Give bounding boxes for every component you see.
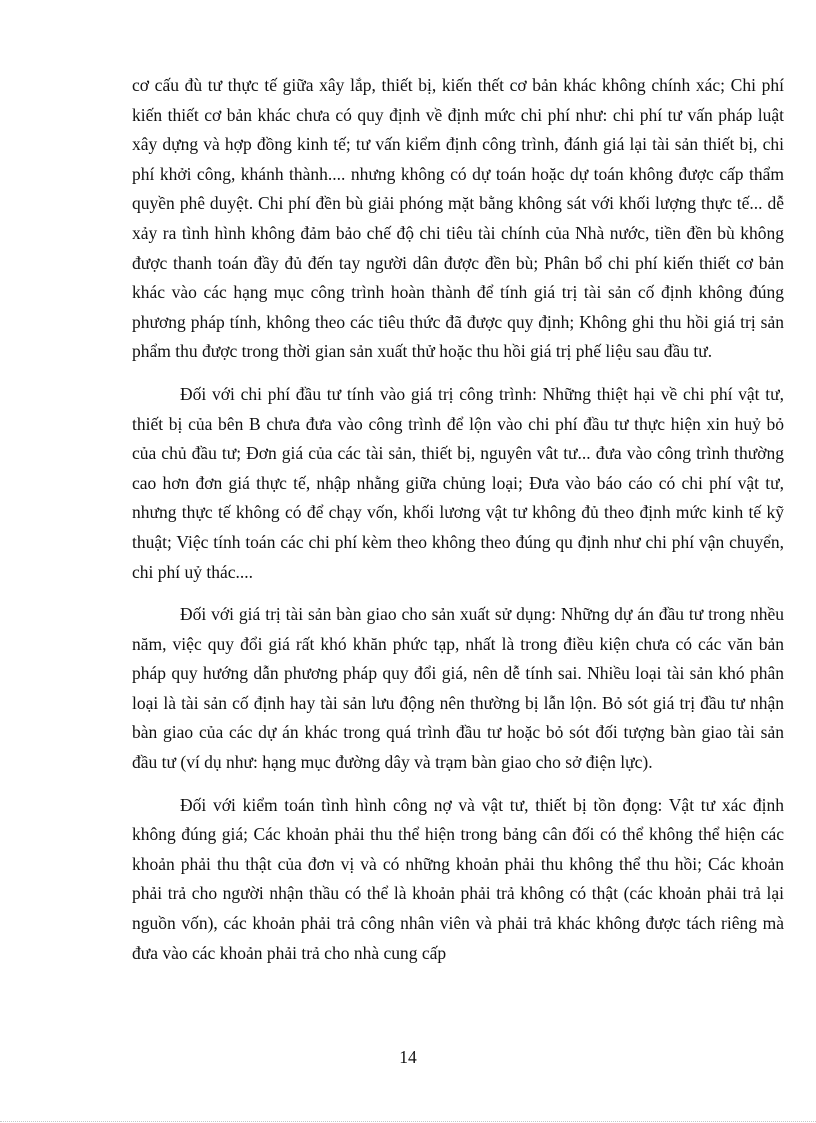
document-body xyxy=(132,71,784,981)
page-bottom-divider xyxy=(0,1121,816,1122)
paragraph-investment-costs: Đối với chi phí đầu tư tính vào giá trị công trình: Những thiệt hại về chi phí vật tư, thiết bị của bên B chưa đưa vào công trình để lộn vào chi phí đầu tư thực hiện xin huỷ bỏ của chủ đầu tư; Đơn giá của các tài sản, thiết bị, nguyên vât tư... đưa vào công trình thường cao hơn đơn giá thực tế, nhập nhằng giữa chủng loại; Đưa vào báo cáo có chi phí vật tư, nhưng thực tế không có để chạy vốn, khối lương vật tư không đủ theo định mức kinh tế kỹ thuật; Việc tính toán các chi phí kèm theo không theo đúng qu định như chi phí vận chuyển, chi phí uỷ thác.... xyxy=(132,383,784,582)
paragraph-continuation: cơ cấu đù tư thực tế giữa xây lắp, thiết bị, kiến thết cơ bản khác không chính xác; Chi phí kiến thiết cơ bản khác chưa có quy định về định mức chi phí như: chi phí tư vấn pháp luật xây dựng và hợp đồng kinh tế; tư vấn kiểm định công trình, đánh giá lại tài sản thiết bị, chi phí khởi công, khánh thành.... nhưng không có dự toán hoặc dự toán không được cấp thẩm quyền phê duyệt. Chi phí đền bù giải phóng mặt bằng không sát với khối lượng thực tế... dễ xảy ra tình hình không đảm bảo chế độ chi tiêu tài chính của Nhà nước, tiền đền bù không được thanh toán đầy đủ đến tay người dân được đền bù; Phân bổ chi phí kiến thiết cơ bản khác vào các hạng mục công trình hoàn thành để tính giá trị tài sản cố định không đúng phương pháp tính, không theo các tiêu thức đã được quy định; Không ghi thu hồi giá trị sản phẩm thu được trong thời gian sản xuất thử hoặc thu hồi giá trị phế liệu sau đầu tư. xyxy=(132,75,784,362)
paragraph-debts-inventory: Đối với kiểm toán tình hình công nợ và vật tư, thiết bị tồn đọng: Vật tư xác định không đúng giá; Các khoản phải thu thể hiện trong bảng cân đối có thể không thể hiện các khoản phải thu thật của đơn vị và có những khoản phải thu không thể thu hồi; Các khoản phải trả cho người nhận thầu có thể là khoản phải trả không có thật (các khoản phải trả lại nguồn vốn), các khoản phải trả công nhân viên và phải trả khác không được tách riêng mà đưa vào các khoản phải trả cho nhà cung cấp xyxy=(132,794,784,963)
paragraph-asset-handover: Đối với giá trị tài sản bàn giao cho sản xuất sử dụng: Những dự án đầu tư trong nhều năm, việc quy đổi giá rất khó khăn phức tạp, nhất là trong điều kiện chưa có các văn bản pháp quy hướng dẫn phương pháp quy đổi giá, nên dễ tính sai. Nhiều loại tài sản khó phân loại là tài sản cố định hay tài sản lưu động nên thường bị lẫn lộn. Bỏ sót giá trị đầu tư nhận bàn giao của các dự án khác trong quá trình đầu tư hoặc bỏ sót đối tượng bàn giao tài sản đầu tư (ví dụ như: hạng mục đường dây và trạm bàn giao cho sở điện lực). xyxy=(132,604,784,773)
page-number: 14 xyxy=(399,1047,417,1067)
